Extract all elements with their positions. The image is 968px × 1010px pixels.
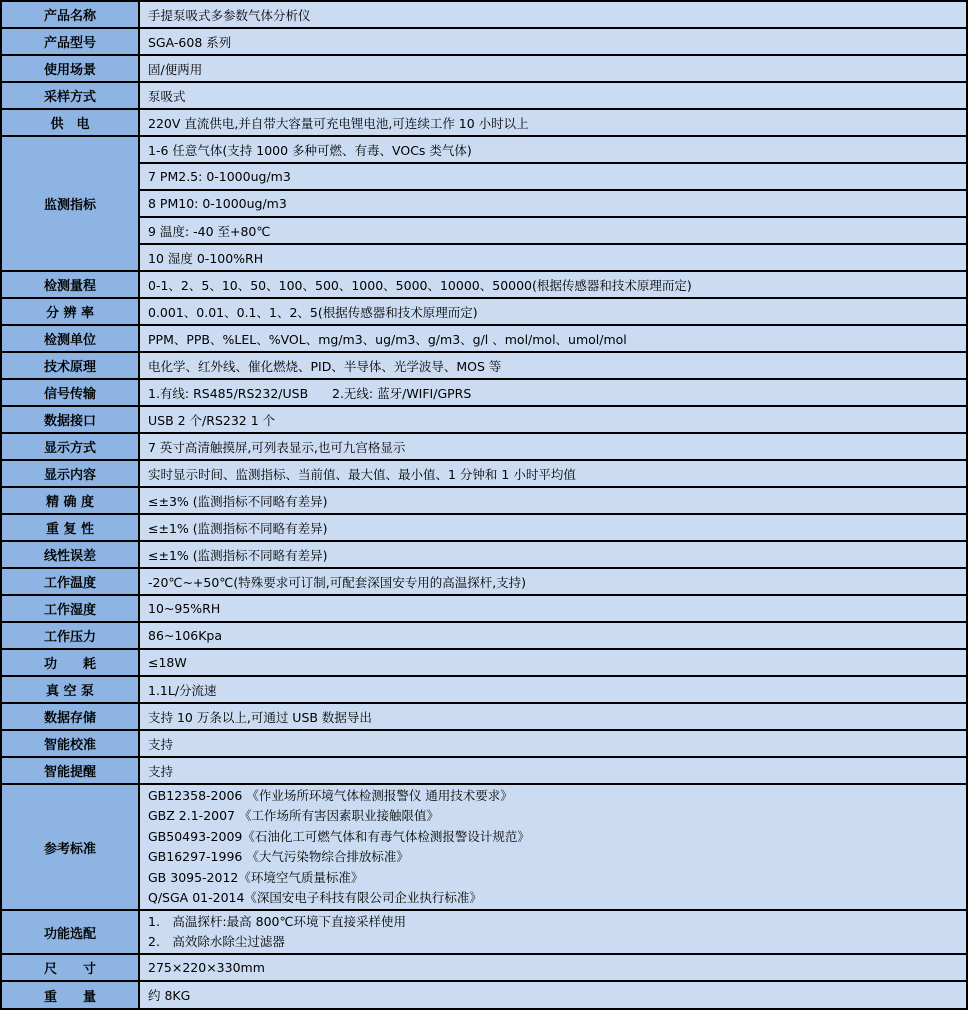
- spec-value: 手提泵吸式多参数气体分析仪: [140, 2, 966, 27]
- spec-value: 泵吸式: [140, 83, 966, 108]
- spec-row-display-mode: [2, 434, 966, 461]
- optional-feature-item: 2. 高效除水除尘过滤器: [148, 934, 285, 949]
- spec-row-dimensions: [2, 955, 966, 982]
- spec-row-usage-scene: [2, 56, 966, 83]
- reference-standard-item: GB50493-2009《石油化工可燃气体和有毒气体检测报警设计规范》: [148, 828, 530, 844]
- spec-row-working-temperature: [2, 569, 966, 596]
- spec-value: 电化学、红外线、催化燃烧、PID、半导体、光学波导、MOS 等: [140, 353, 966, 378]
- spec-value: 0.001、0.01、0.1、1、2、5(根据传感器和技术原理而定): [140, 299, 966, 324]
- spec-value: 约 8KG: [140, 982, 966, 1008]
- spec-value: USB 2 个/RS232 1 个: [140, 407, 966, 432]
- spec-row-working-pressure: [2, 623, 966, 650]
- spec-row-signal-transmission: [2, 380, 966, 407]
- spec-label: 工作压力: [2, 623, 140, 648]
- reference-standard-item: Q/SGA 01-2014《深国安电子科技有限公司企业执行标准》: [148, 890, 482, 905]
- spec-label: 采样方式: [2, 83, 140, 108]
- optional-feature-list: [140, 911, 966, 953]
- spec-value: 7 英寸高清触摸屏,可列表显示,也可九宫格显示: [140, 434, 966, 459]
- spec-value: 支持: [140, 758, 966, 783]
- spec-row-data-storage: [2, 704, 966, 731]
- spec-value: 10~95%RH: [140, 596, 966, 621]
- monitoring-indicator-item: 7 PM2.5: 0-1000ug/m3: [140, 164, 966, 191]
- spec-row-model: [2, 29, 966, 56]
- spec-label: 检测单位: [2, 326, 140, 351]
- spec-row-resolution: [2, 299, 966, 326]
- spec-row-optional-features: [2, 911, 966, 955]
- spec-value: 支持: [140, 731, 966, 756]
- spec-row-data-interface: [2, 407, 966, 434]
- spec-row-vacuum-pump: [2, 677, 966, 704]
- spec-value: 86~106Kpa: [140, 623, 966, 648]
- spec-label: 真 空 泵: [2, 677, 140, 702]
- spec-label: 使用场景: [2, 56, 140, 81]
- spec-row-smart-reminder: [2, 758, 966, 785]
- spec-value: ≤18W: [140, 650, 966, 675]
- spec-value: SGA-608 系列: [140, 29, 966, 54]
- spec-row-accuracy: [2, 488, 966, 515]
- spec-label: 智能提醒: [2, 758, 140, 783]
- monitoring-indicator-item: 10 湿度 0-100%RH: [140, 245, 966, 270]
- spec-value: PPM、PPB、%LEL、%VOL、mg/m3、ug/m3、g/m3、g/l 、mol/mol、umol/mol: [140, 326, 966, 351]
- spec-label: 线性误差: [2, 542, 140, 567]
- spec-row-sampling-method: [2, 83, 966, 110]
- spec-row-power-supply: [2, 110, 966, 137]
- spec-value: 275×220×330mm: [140, 955, 966, 980]
- monitoring-indicator-item: 8 PM10: 0-1000ug/m3: [140, 191, 966, 218]
- spec-row-weight: [2, 982, 966, 1008]
- spec-row-monitoring-indicators: [2, 137, 966, 272]
- spec-label: 工作温度: [2, 569, 140, 594]
- spec-label: 显示方式: [2, 434, 140, 459]
- spec-label: 功能选配: [2, 911, 140, 953]
- spec-label: 智能校准: [2, 731, 140, 756]
- spec-label: 工作湿度: [2, 596, 140, 621]
- spec-label: 数据存储: [2, 704, 140, 729]
- spec-row-detection-range: [2, 272, 966, 299]
- spec-label: 分 辨 率: [2, 299, 140, 324]
- spec-label: 显示内容: [2, 461, 140, 486]
- spec-label: 监测指标: [2, 137, 140, 270]
- spec-value: 固/便两用: [140, 56, 966, 81]
- monitoring-indicator-list: [140, 137, 966, 270]
- spec-label: 精 确 度: [2, 488, 140, 513]
- spec-label: 尺 寸: [2, 955, 140, 980]
- reference-standard-item: GB16297-1996 《大气污染物综合排放标准》: [148, 849, 409, 864]
- spec-value: 220V 直流供电,并自带大容量可充电锂电池,可连续工作 10 小时以上: [140, 110, 966, 135]
- reference-standard-item: GBZ 2.1-2007 《工作场所有害因素职业接触限值》: [148, 808, 439, 823]
- spec-label: 信号传输: [2, 380, 140, 405]
- spec-value: 实时显示时间、监测指标、当前值、最大值、最小值、1 分钟和 1 小时平均值: [140, 461, 966, 486]
- reference-standard-item: GB12358-2006 《作业场所环境气体检测报警仪 通用技术要求》: [148, 787, 513, 803]
- spec-label: 供 电: [2, 110, 140, 135]
- spec-row-detection-unit: [2, 326, 966, 353]
- monitoring-indicator-item: 9 温度: -40 至+80℃: [140, 218, 966, 245]
- spec-row-repeatability: [2, 515, 966, 542]
- spec-label: 功 耗: [2, 650, 140, 675]
- spec-row-power-consumption: [2, 650, 966, 677]
- reference-standard-list: [140, 785, 966, 909]
- spec-value: 支持 10 万条以上,可通过 USB 数据导出: [140, 704, 966, 729]
- spec-label: 参考标准: [2, 785, 140, 909]
- spec-value: ≤±1% (监测指标不同略有差异): [140, 542, 966, 567]
- spec-value: -20℃~+50℃(特殊要求可订制,可配套深国安专用的高温探杆,支持): [140, 569, 966, 594]
- spec-row-smart-calibration: [2, 731, 966, 758]
- spec-label: 重 复 性: [2, 515, 140, 540]
- spec-value: 1.1L/分流速: [140, 677, 966, 702]
- spec-value: ≤±1% (监测指标不同略有差异): [140, 515, 966, 540]
- monitoring-indicator-item: 1-6 任意气体(支持 1000 多种可燃、有毒、VOCs 类气体): [140, 137, 966, 164]
- spec-value: ≤±3% (监测指标不同略有差异): [140, 488, 966, 513]
- spec-value: 0-1、2、5、10、50、100、500、1000、5000、10000、50000(根据传感器和技术原理而定): [140, 272, 966, 297]
- spec-value: 1.有线: RS485/RS232/USB 2.无线: 蓝牙/WIFI/GPRS: [140, 380, 966, 405]
- spec-label: 产品名称: [2, 2, 140, 27]
- spec-row-display-content: [2, 461, 966, 488]
- spec-label: 技术原理: [2, 353, 140, 378]
- optional-feature-item: 1. 高温探杆:最高 800℃环境下直接采样使用: [148, 914, 407, 929]
- spec-row-reference-standards: [2, 785, 966, 911]
- spec-label: 数据接口: [2, 407, 140, 432]
- spec-label: 重 量: [2, 982, 140, 1008]
- spec-row-working-humidity: [2, 596, 966, 623]
- spec-row-linearity-error: [2, 542, 966, 569]
- spec-label: 产品型号: [2, 29, 140, 54]
- reference-standard-item: GB 3095-2012《环境空气质量标准》: [148, 869, 364, 885]
- spec-row-product-name: [2, 2, 966, 29]
- spec-row-technical-principle: [2, 353, 966, 380]
- spec-label: 检测量程: [2, 272, 140, 297]
